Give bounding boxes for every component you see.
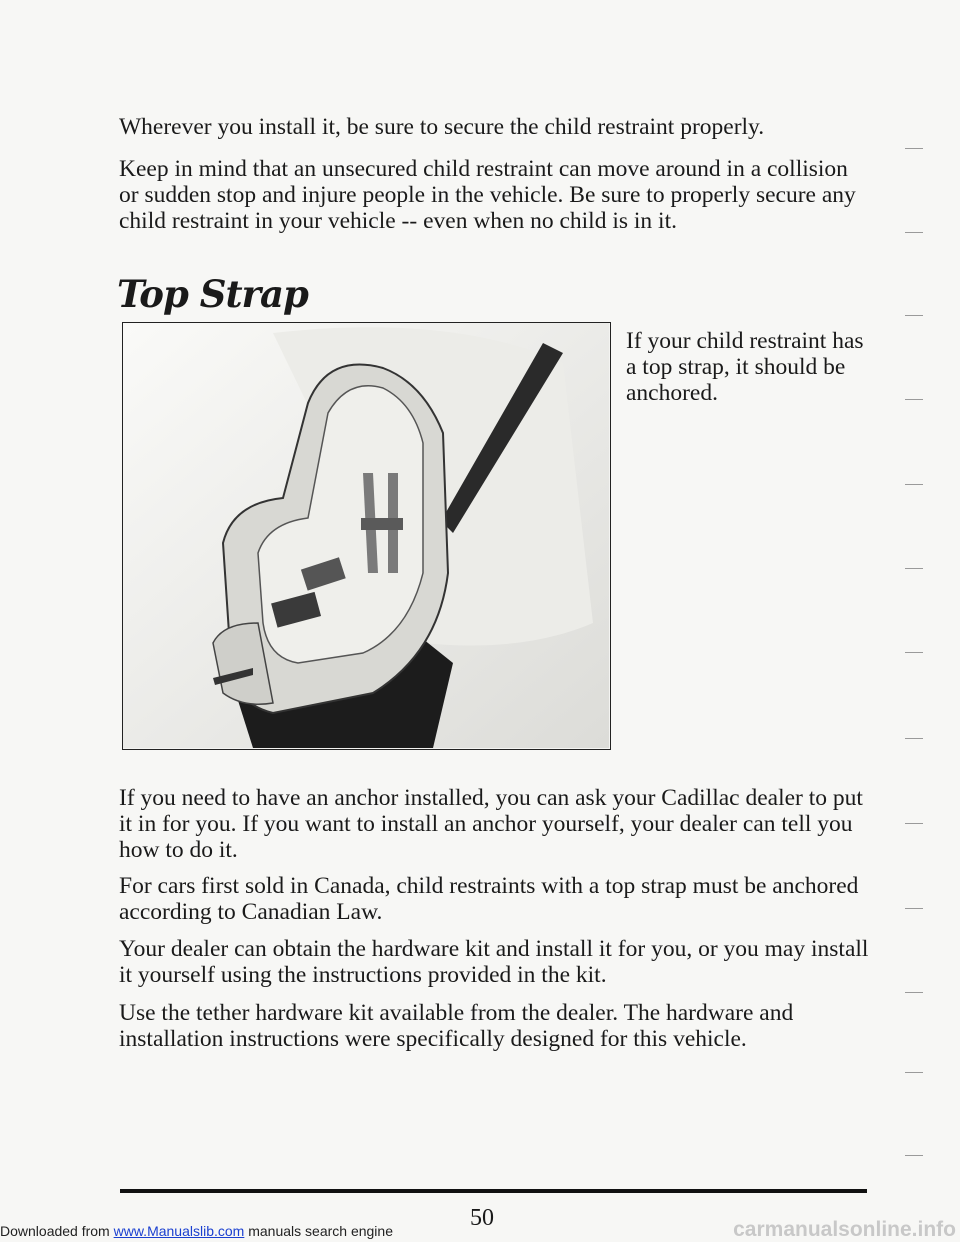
page-number: 50	[470, 1205, 494, 1231]
paragraph-canada-law: For cars first sold in Canada, child restraints with a top strap must be anchored according to Canadian Law.	[119, 873, 859, 925]
banner-prefix: Downloaded from	[0, 1223, 114, 1239]
child-seat-icon	[123, 323, 609, 748]
banner-suffix: manuals search engine	[244, 1223, 393, 1239]
footer-rule	[120, 1189, 867, 1193]
paragraph-secure-restraint: Wherever you install it, be sure to secure the child restraint properly.	[119, 114, 765, 140]
manualslib-link[interactable]: www.Manualslib.com	[113, 1223, 245, 1239]
figure-caption: If your child restraint has a top strap, it should be anchored.	[626, 328, 864, 406]
download-banner	[0, 1222, 393, 1240]
watermark: carmanualsonline.info	[733, 1218, 956, 1241]
section-heading-top-strap: Top Strap	[117, 272, 308, 316]
child-seat-illustration	[122, 322, 611, 750]
paragraph-unsecured-warning: Keep in mind that an unsecured child restraint can move around in a collision or sudden stop and injure people in the vehicle. Be sure to properly secure any child restraint in your vehicle -- even when no child is in it.	[119, 156, 856, 234]
paragraph-anchor-install: If you need to have an anchor installed, you can ask your Cadillac dealer to put it in for you. If you want to install an anchor yourself, your dealer can tell you how to do it.	[119, 785, 863, 863]
paragraph-tether-kit: Use the tether hardware kit available from the dealer. The hardware and installation instructions were specifically designed for this vehicle.	[119, 1000, 794, 1052]
paragraph-hardware-kit: Your dealer can obtain the hardware kit and install it for you, or you may install it yourself using the instructions provided in the kit.	[119, 936, 869, 988]
